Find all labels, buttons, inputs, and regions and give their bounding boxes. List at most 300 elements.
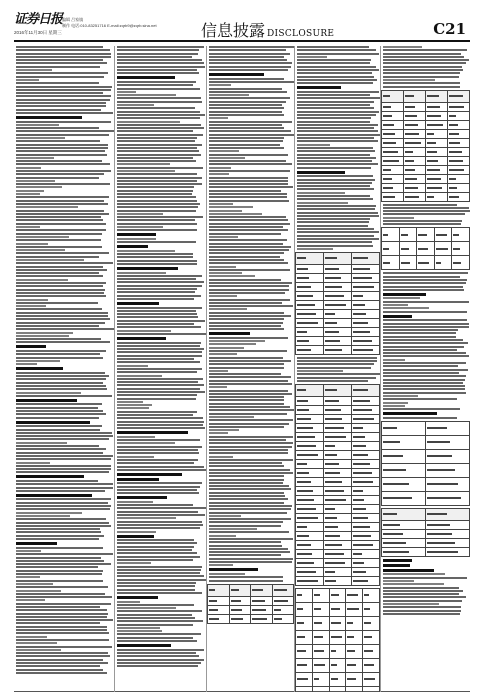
table-cell xyxy=(329,644,346,658)
text-line xyxy=(117,375,162,377)
text-line xyxy=(117,345,200,347)
text-line xyxy=(383,590,463,592)
cell-text xyxy=(405,187,418,189)
text-line xyxy=(16,154,107,156)
text-line xyxy=(117,539,194,541)
text-line xyxy=(16,566,98,568)
section-heading xyxy=(16,345,46,348)
table-cell xyxy=(329,672,346,686)
text-line xyxy=(209,423,289,425)
text-line xyxy=(16,147,108,149)
cell-text xyxy=(353,257,368,259)
text-line xyxy=(209,157,245,159)
cell-text xyxy=(297,481,311,483)
table-cell xyxy=(352,486,380,495)
text-line xyxy=(117,256,193,258)
cell-text xyxy=(405,95,414,97)
text-line xyxy=(117,238,156,240)
cell-text xyxy=(347,650,354,652)
section-heading xyxy=(117,245,148,248)
text-line xyxy=(16,213,109,215)
text-line xyxy=(16,262,113,264)
cell-text xyxy=(405,196,419,198)
cell-text xyxy=(314,622,323,624)
text-line xyxy=(209,269,290,271)
text-line xyxy=(16,465,111,467)
cell-text xyxy=(353,580,368,582)
masthead xyxy=(14,8,470,42)
cell-text xyxy=(427,160,438,162)
text-line xyxy=(16,490,105,492)
table-cell xyxy=(382,435,426,449)
table-row xyxy=(296,558,380,567)
text-line xyxy=(383,379,465,381)
table-row xyxy=(296,441,380,450)
text-line xyxy=(209,475,284,477)
text-line xyxy=(117,601,140,603)
text-line xyxy=(209,495,285,497)
text-line xyxy=(117,56,192,58)
text-line xyxy=(117,492,199,494)
text-line xyxy=(117,180,197,182)
text-line xyxy=(117,91,136,93)
text-line xyxy=(209,403,284,405)
table-cell xyxy=(363,616,380,630)
text-line xyxy=(209,386,227,388)
text-line xyxy=(16,335,69,337)
text-line xyxy=(209,545,282,547)
text-line xyxy=(117,157,193,159)
text-line xyxy=(16,121,111,123)
table-cell xyxy=(382,421,426,435)
text-line xyxy=(117,442,175,444)
text-line xyxy=(383,362,466,364)
cell-text xyxy=(252,600,265,602)
table-cell xyxy=(452,256,470,270)
table-cell xyxy=(324,468,352,477)
text-line xyxy=(383,580,414,582)
text-line xyxy=(117,200,197,202)
text-line xyxy=(117,81,196,83)
table-cell xyxy=(382,174,404,183)
text-line xyxy=(383,326,469,328)
text-line xyxy=(383,213,465,215)
table-row xyxy=(296,486,380,495)
table-cell xyxy=(352,549,380,558)
cell-text xyxy=(274,618,282,620)
text-line xyxy=(117,285,202,287)
table-cell xyxy=(352,576,380,585)
text-line xyxy=(209,177,288,179)
text-line xyxy=(16,69,52,71)
table-cell xyxy=(426,421,470,435)
text-line xyxy=(209,528,257,530)
text-line xyxy=(117,272,166,274)
text-line xyxy=(16,82,99,84)
table-cell xyxy=(296,252,324,264)
table-cell xyxy=(352,468,380,477)
cell-text xyxy=(297,427,313,429)
cell-text xyxy=(427,106,440,108)
table-row xyxy=(296,264,380,273)
table-row xyxy=(296,540,380,549)
text-line xyxy=(209,393,292,395)
cell-text xyxy=(353,331,370,333)
text-line xyxy=(16,89,111,91)
text-line xyxy=(209,469,290,471)
text-line xyxy=(209,117,228,119)
text-line xyxy=(117,624,193,626)
text-line xyxy=(209,200,289,202)
table-cell xyxy=(296,345,324,354)
table-row xyxy=(382,174,470,183)
table-cell xyxy=(296,459,324,468)
table-cell xyxy=(324,432,352,441)
text-line xyxy=(16,350,106,352)
table-row xyxy=(296,252,380,264)
table-cell xyxy=(272,614,294,623)
table-cell xyxy=(352,558,380,567)
table-cell xyxy=(426,174,448,183)
table-cell xyxy=(426,147,448,156)
text-line xyxy=(209,413,287,415)
cell-text xyxy=(353,389,368,391)
table-row xyxy=(296,576,380,585)
text-line xyxy=(16,655,110,657)
text-line xyxy=(209,456,233,458)
table-cell xyxy=(426,90,448,102)
table-cell xyxy=(312,672,329,686)
text-line xyxy=(16,137,65,139)
text-line xyxy=(209,383,292,385)
text-line xyxy=(16,599,45,601)
section-heading xyxy=(117,496,167,499)
text-line xyxy=(117,323,194,325)
data-table xyxy=(207,584,294,624)
text-line xyxy=(209,580,283,582)
text-column-5 xyxy=(380,46,470,692)
section-heading xyxy=(117,337,166,340)
text-line xyxy=(117,253,193,255)
text-line xyxy=(209,340,265,342)
text-line xyxy=(16,332,73,334)
text-line xyxy=(117,552,197,554)
text-line xyxy=(209,94,249,96)
section-heading xyxy=(117,76,175,79)
table-cell xyxy=(324,282,352,291)
cell-text xyxy=(353,508,366,510)
table-cell xyxy=(324,522,352,531)
text-line xyxy=(209,236,238,238)
text-line xyxy=(117,514,205,516)
text-line xyxy=(383,596,466,598)
cell-text xyxy=(405,124,418,126)
cell-text xyxy=(297,594,302,596)
text-line xyxy=(16,170,111,172)
text-line xyxy=(16,646,112,648)
table-cell xyxy=(312,644,329,658)
text-line xyxy=(209,154,288,156)
text-line xyxy=(383,603,439,605)
text-line xyxy=(297,367,371,369)
text-line xyxy=(16,672,107,674)
cell-text xyxy=(427,497,461,499)
text-line xyxy=(297,179,375,181)
cell-text xyxy=(297,445,316,447)
text-line xyxy=(209,343,256,345)
cell-text xyxy=(297,418,311,420)
text-line xyxy=(117,342,201,344)
table-cell xyxy=(208,596,230,605)
text-line xyxy=(16,249,65,251)
cell-text xyxy=(364,678,375,680)
table-cell xyxy=(399,242,417,256)
text-line xyxy=(383,279,467,281)
table-row xyxy=(296,414,380,423)
text-line xyxy=(16,448,106,450)
text-line xyxy=(16,528,100,530)
table-cell xyxy=(434,228,452,242)
cell-text xyxy=(347,664,355,666)
cell-text xyxy=(401,248,409,250)
table-cell xyxy=(329,658,346,672)
text-line xyxy=(16,498,111,500)
text-line xyxy=(117,226,163,228)
cell-text xyxy=(314,664,325,666)
text-line xyxy=(209,465,284,467)
text-line xyxy=(383,359,405,361)
text-line xyxy=(383,339,463,341)
table-row xyxy=(296,459,380,468)
text-line xyxy=(383,346,464,348)
cell-text xyxy=(353,472,372,474)
text-line xyxy=(209,49,286,51)
text-line xyxy=(297,49,376,51)
cell-text xyxy=(427,178,441,180)
text-line xyxy=(297,130,378,132)
cell-text xyxy=(418,262,429,264)
table-cell xyxy=(324,495,352,504)
text-line xyxy=(117,452,199,454)
table-cell xyxy=(296,616,313,630)
table-cell xyxy=(426,463,470,477)
cell-text xyxy=(297,340,309,342)
text-line xyxy=(16,259,84,261)
table-cell xyxy=(312,588,329,602)
table-row xyxy=(382,547,470,556)
table-cell xyxy=(382,156,404,165)
text-line xyxy=(209,449,288,451)
text-line xyxy=(16,518,106,520)
table-cell xyxy=(404,111,426,120)
text-line xyxy=(117,486,200,488)
table-row xyxy=(296,384,380,396)
text-line xyxy=(383,282,466,284)
cell-text xyxy=(314,594,321,596)
text-line xyxy=(383,342,468,344)
cell-text xyxy=(297,400,308,402)
cell-text xyxy=(331,664,337,666)
table-cell xyxy=(346,630,363,644)
text-line xyxy=(16,236,69,238)
text-column-1 xyxy=(14,46,114,692)
table-cell xyxy=(296,658,313,672)
text-line xyxy=(117,655,199,657)
text-line xyxy=(209,350,287,352)
text-line xyxy=(16,363,37,365)
section-heading xyxy=(117,596,158,599)
cell-text xyxy=(353,400,370,402)
text-line xyxy=(297,185,370,187)
issue-date: 2016年11月30日 星期三 xyxy=(14,30,62,35)
text-line xyxy=(209,279,281,281)
text-line xyxy=(16,275,103,277)
text-line xyxy=(117,278,196,280)
table-cell xyxy=(426,520,470,529)
text-line xyxy=(209,66,291,68)
text-line xyxy=(383,53,461,55)
text-line xyxy=(16,512,82,514)
cell-text xyxy=(325,409,341,411)
table-cell xyxy=(346,588,363,602)
table-cell xyxy=(352,567,380,576)
text-line xyxy=(297,72,372,74)
text-line xyxy=(16,308,102,310)
text-line xyxy=(117,507,206,509)
text-line xyxy=(209,219,288,221)
table-cell xyxy=(382,529,426,538)
text-line xyxy=(117,640,197,642)
text-line xyxy=(383,323,469,325)
text-line xyxy=(297,192,345,194)
table-row xyxy=(382,538,470,547)
table-cell xyxy=(417,256,435,270)
text-line xyxy=(16,56,111,58)
text-line xyxy=(383,59,469,61)
text-line xyxy=(297,150,375,152)
table-cell xyxy=(352,396,380,405)
text-line xyxy=(383,392,466,394)
text-line xyxy=(209,312,284,314)
table-cell xyxy=(346,686,363,692)
text-line xyxy=(16,282,106,284)
text-line xyxy=(16,360,60,362)
table-cell xyxy=(426,183,448,192)
table-row xyxy=(296,396,380,405)
table-row xyxy=(296,531,380,540)
text-line xyxy=(209,515,241,517)
section-title xyxy=(201,18,334,41)
text-line xyxy=(117,637,193,639)
text-line xyxy=(209,223,290,225)
text-line xyxy=(209,183,288,185)
text-line xyxy=(297,62,370,64)
text-line xyxy=(117,592,202,594)
text-line xyxy=(297,238,379,240)
cell-text xyxy=(297,650,306,652)
cell-text xyxy=(364,594,369,596)
cell-text xyxy=(325,454,337,456)
text-line xyxy=(297,69,379,71)
table-cell xyxy=(324,567,352,576)
text-line xyxy=(209,173,229,175)
table-cell xyxy=(324,309,352,318)
cell-text xyxy=(314,650,324,652)
text-line xyxy=(209,170,290,172)
data-table xyxy=(381,421,470,506)
text-line xyxy=(297,127,374,129)
text-line xyxy=(209,134,294,136)
text-line xyxy=(16,382,103,384)
text-line xyxy=(383,82,460,84)
text-line xyxy=(383,395,418,397)
text-line xyxy=(117,124,201,126)
text-line xyxy=(297,121,370,123)
text-column-2 xyxy=(114,46,206,692)
cell-text xyxy=(252,618,267,620)
table-cell xyxy=(352,300,380,309)
text-line xyxy=(117,193,192,195)
table-cell xyxy=(404,156,426,165)
text-line xyxy=(16,375,109,377)
cell-text xyxy=(383,427,397,429)
text-line xyxy=(209,163,292,165)
section-heading xyxy=(117,535,154,538)
text-line xyxy=(383,402,408,404)
text-line xyxy=(297,241,372,243)
text-line xyxy=(209,512,287,514)
table-row xyxy=(382,463,470,477)
text-line xyxy=(117,427,205,429)
cell-text xyxy=(347,678,356,680)
section-heading xyxy=(16,421,90,424)
text-line xyxy=(117,504,193,506)
text-line xyxy=(16,525,111,527)
text-line xyxy=(117,466,204,468)
text-line xyxy=(16,557,101,559)
text-line xyxy=(16,613,108,615)
section-heading xyxy=(16,494,92,497)
table-cell xyxy=(426,477,470,491)
table-row xyxy=(296,423,380,432)
table-cell xyxy=(324,318,352,327)
text-line xyxy=(209,144,280,146)
text-line xyxy=(297,212,378,214)
text-line xyxy=(16,312,108,314)
table-cell xyxy=(296,558,324,567)
table-cell xyxy=(296,384,324,396)
text-line xyxy=(117,320,205,322)
text-line xyxy=(383,610,461,612)
cell-text xyxy=(297,295,313,297)
table-row xyxy=(296,567,380,576)
text-line xyxy=(16,196,109,198)
text-line xyxy=(209,505,292,507)
text-line xyxy=(209,256,280,258)
text-line xyxy=(117,160,196,162)
cell-text xyxy=(353,445,366,447)
text-line xyxy=(209,229,288,231)
text-line xyxy=(209,104,282,106)
text-line xyxy=(16,522,109,524)
text-line xyxy=(117,219,195,221)
table-row xyxy=(296,549,380,558)
text-line xyxy=(117,163,170,165)
text-line xyxy=(209,439,286,441)
cell-text xyxy=(383,142,396,144)
text-line xyxy=(16,315,108,317)
table-cell xyxy=(363,644,380,658)
